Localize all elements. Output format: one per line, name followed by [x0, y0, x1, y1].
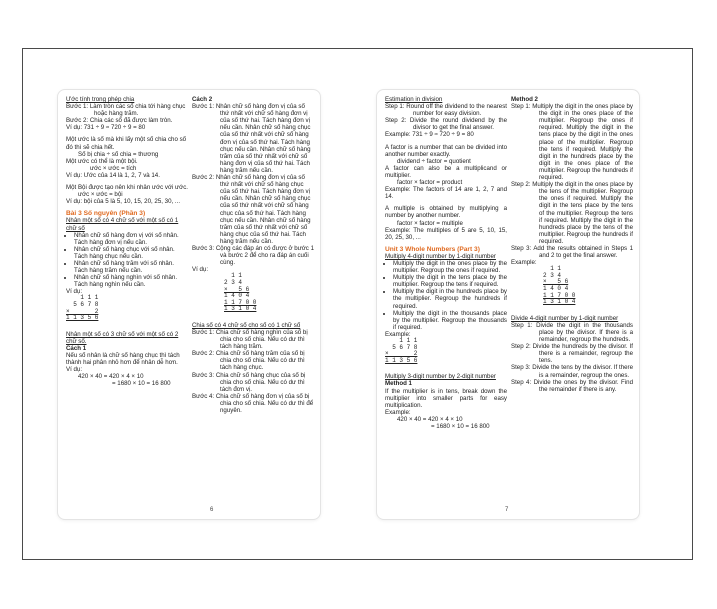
factor-example: Ví dụ: Ước của 14 là 1, 2, 7 và 14.	[66, 171, 160, 179]
method-1-text: Nếu số nhân là chữ số hàng chục thì tách thành hai phân nhỏ hơn để nhân dễ hơn.	[66, 352, 180, 367]
page-right	[376, 89, 640, 520]
method-2-step-1: Step 1: Multiply the digit in the ones place by the digit in the ones place of the multiplier. Regroup the ones if required. Multiply the digit in the tens place by the digit in the ones place of the multiplier. Regroup the tens if required. Multiply the digit in the hundreds place by the digit in the ones place of the multiplier. Regroup the hundreds if required.	[511, 103, 633, 182]
method-1-line-1: 420 × 40 = 420 × 4 × 10	[397, 415, 463, 423]
division-step-3: Bước 3: Chia chữ số hàng chục của số bị chia cho số chia. Nếu có dư thì tách đơn vị.	[192, 371, 306, 393]
division-step-1: Step 1: Divide the digit in the thousands place by the divisor. If there is a remainder, regroup the hundreds.	[511, 321, 633, 344]
unit-3-subheading: Multiply 4-digit number by 1-digit number	[385, 252, 496, 260]
factor-definition: Một ước là số mà khi lấy một số chia cho số đó thì sẽ chia hết.	[66, 136, 187, 151]
list-item: • Nhân chữ số hàng chục với số nhân. Tách hàng chục nếu cần.	[74, 246, 188, 260]
example-label: Example:	[511, 259, 537, 267]
multiplication-calculation: 1 1 1 5 6 7 8 × 2 1 1 3 5 6	[385, 337, 418, 364]
method-1-example-label: Ví dụ:	[66, 366, 83, 374]
factor-definition: A factor is a number that can be divided into another number exactly.	[385, 143, 507, 158]
factor-formula-2: ước × ước = tích	[90, 164, 137, 172]
multiply-3-digit-heading: Multiply 3-digit number by 2-digit number	[385, 373, 496, 381]
example-label: Ví dụ:	[66, 288, 83, 296]
method-1-line-2: = 1680 × 10 = 16 800	[112, 380, 171, 388]
multiplication-calculation: 1 1 1 5 6 7 8 × 2 1 1 3 5 6	[66, 294, 99, 322]
steps-list	[385, 260, 507, 331]
multiple-formula: factor × factor = multiple	[397, 219, 463, 227]
list-item: • Nhân chữ số hàng đơn vị với số nhân. Tách hàng đơn vị nếu cần.	[74, 232, 188, 246]
division-example: Example: 731 ÷ 9 ≈ 720 ÷ 9 = 80	[385, 131, 474, 139]
multiple-definition: A multiple is obtained by multiplying a number by another number.	[385, 205, 507, 220]
list-item: • Nhân chữ số hàng nghìn với số nhân. Tách hàng nghìn nếu cần.	[74, 274, 188, 288]
page-left	[57, 89, 321, 520]
factor-note: Một ước có thể là một bội.	[66, 157, 138, 165]
step-2: Bước 2: Chia các số đã được làm tròn.	[66, 117, 173, 125]
left-page-column-2	[192, 96, 314, 414]
document-frame	[22, 48, 693, 560]
method-1-line-2: = 1680 × 10 = 16 800	[431, 423, 490, 431]
step-2: Step 2: Divide the round dividend by the divisor to get the final answer.	[385, 117, 507, 132]
division-estimation-heading: Ước tính trong phép chia	[66, 96, 135, 103]
division-heading: Chia số có 4 chữ số cho số có 1 chữ số	[192, 321, 301, 329]
multiple-definition: Một Bội được tạo nên khi nhân ước với ước.	[66, 184, 188, 192]
multiply-3-digit-heading: Nhân một số có 3 chữ số với một số có 2 chữ số.	[66, 330, 179, 345]
list-item: • Multiply the digit in the tens place by the multiplier. Regroup the tens if required.	[393, 274, 507, 288]
division-step-4: Step 4: Divide the ones by the divisor. Find the remainder if there is any.	[511, 378, 633, 393]
division-estimation-heading: Estimation in division	[385, 96, 443, 103]
factor-example: Example: The factors of 14 are 1, 2, 7 and 14.	[385, 186, 507, 201]
list-item: • Multiply the digit in the thousands place by the multiplier. Regroup the thousands if required.	[393, 310, 507, 331]
example-label: Example:	[385, 330, 411, 338]
multiple-formula: ước × ước = bội	[78, 191, 123, 199]
method-1-example-label: Example:	[385, 408, 411, 416]
method-2-step-3: Bước 3: Cộng các đáp án có được ở bước 1 và bước 2 để cho ra đáp án cuối cùng.	[192, 244, 314, 267]
method-2-step-2: Bước 2: Nhân chữ số hàng đơn vị của số thứ nhất với chữ số hàng chục của số thứ hai. Tách hàng đơn vị nếu cần. Nhân chữ số hàng chục của số thứ nhất với chữ số hàng chục của số thứ hai. Tách hàng chục nếu cần. Nhân chữ số hàng trăm của số thứ nhất với chữ số hàng chục của số thứ hai. Tách hàng trăm nếu cần.	[192, 174, 311, 245]
method-2-title: Method 2	[511, 96, 538, 103]
unit-3-title: Bài 3 Số nguyên (Phần 3)	[66, 210, 146, 218]
method-1-title: Method 1	[385, 380, 412, 388]
right-page-column-1	[385, 96, 507, 430]
factor-note: A factor can also be a multiplicand or multiplier.	[385, 164, 507, 179]
division-step-2: Bước 2: Chia chữ số hàng trăm của số bị chia cho số chia. Nếu có dư thì tách hàng chục.	[192, 350, 305, 372]
multiplication-calculation: 1 1 2 3 4 × 5 6 1 4 0 4 1 1 7 0 0 1 3 1 0 4	[224, 272, 257, 313]
method-1-text: If the multiplier is in tens, break down the multiplier into smaller parts for easy multiplication.	[385, 387, 507, 409]
list-item: • Nhân chữ số hàng trăm với số nhân. Tách hàng trăm nếu cần.	[74, 260, 188, 274]
method-2-step-2: Step 2: Multiply the digit in the ones place by the tens of the multiplier. Regroup the ones if required. Multiply the digit in the tens place by the tens of the multiplier. Regroup the tens if required. Multiply the digit in the hundreds place by the tens of the multiplier. Regroup the hundreds if required.	[511, 181, 633, 245]
list-item: • Multiply the digit in the ones place by the multiplier. Regroup the ones if required.	[393, 260, 507, 274]
method-2-step-3: Step 3: Add the results obtained in Steps 1 and 2 to get the final answer.	[511, 244, 633, 260]
method-2-step-1: Bước 1: Nhân chữ số hàng đơn vị của số thứ nhất với chữ số hàng đơn vị của số thứ hai. Tách hàng đơn vị nếu cần. Nhân chữ số hàng chục của số thứ nhất với chữ số hàng đơn vị của số thứ hai. Tách hàng chục nếu cần. Nhân chữ số hàng trăm của số thứ nhất với chữ số hàng đơn vị của số thứ hai. Tách hàng trăm nếu cần.	[192, 103, 311, 174]
left-page-column-1	[66, 96, 188, 388]
division-step-2: Step 2: Divide the hundreds by the divisor. If there is a remainder, regroup the tens.	[511, 343, 633, 365]
page-number: 7	[505, 507, 509, 513]
method-1-title: Cách 1	[66, 345, 87, 352]
factor-formula-1: Số bị chia ÷ số chia = thương	[78, 150, 159, 158]
steps-list	[66, 232, 188, 289]
unit-3-subheading: Nhân một số có 4 chữ số với một số có 1 chữ số	[66, 217, 179, 232]
division-heading: Divide 4-digit number by 1-digit number	[511, 314, 619, 322]
step-1: Step 1: Round off the dividend to the nearest number for easy division.	[385, 103, 507, 118]
method-1-line-1: 420 × 40 = 420 × 4 × 10	[78, 373, 144, 381]
division-example: Ví dụ: 731 ÷ 9 ≈ 720 ÷ 9 = 80	[66, 124, 146, 132]
right-page-column-2	[511, 96, 633, 393]
division-step-1: Bước 1: Chia chữ số hàng nghìn của số bị chia cho số chia. Nếu có dư thì tách hàng trăm.	[192, 329, 308, 351]
example-label: Ví dụ:	[192, 266, 209, 274]
list-item: • Multiply the digit in the hundreds place by the multiplier. Regroup the hundreds if required.	[393, 288, 507, 309]
division-step-4: Bước 4: Chia chữ số hàng đơn vị của số bị chia cho số chia. Nếu có dư thì để nguyên.	[192, 392, 314, 415]
multiplication-calculation: 1 1 2 3 4 × 5 6 1 4 0 4 1 1 7 0 0 1 3 1 0 4	[543, 265, 576, 306]
division-step-3: Step 3: Divide the tens by the divisor. If there is a remainder, regroup the ones.	[511, 364, 633, 379]
multiple-example: Example: The multiples of 5 are 5, 10, 15, 20, 25, 30, ...	[385, 226, 507, 241]
method-2-title: Cách 2	[192, 96, 213, 103]
page-number: 6	[210, 507, 214, 513]
multiple-example: Ví dụ: bội của 5 là 5, 10, 15, 20, 25, 30, ...	[66, 198, 181, 206]
factor-formula-2: factor × factor = product	[397, 179, 463, 187]
unit-3-title: Unit 3 Whole Numbers (Part 3)	[385, 245, 480, 253]
factor-formula-1: dividend ÷ factor = quotient	[397, 157, 471, 165]
step-1: Bước 1: Làm tròn các số chia tới hàng chục hoặc hàng trăm.	[66, 103, 186, 118]
